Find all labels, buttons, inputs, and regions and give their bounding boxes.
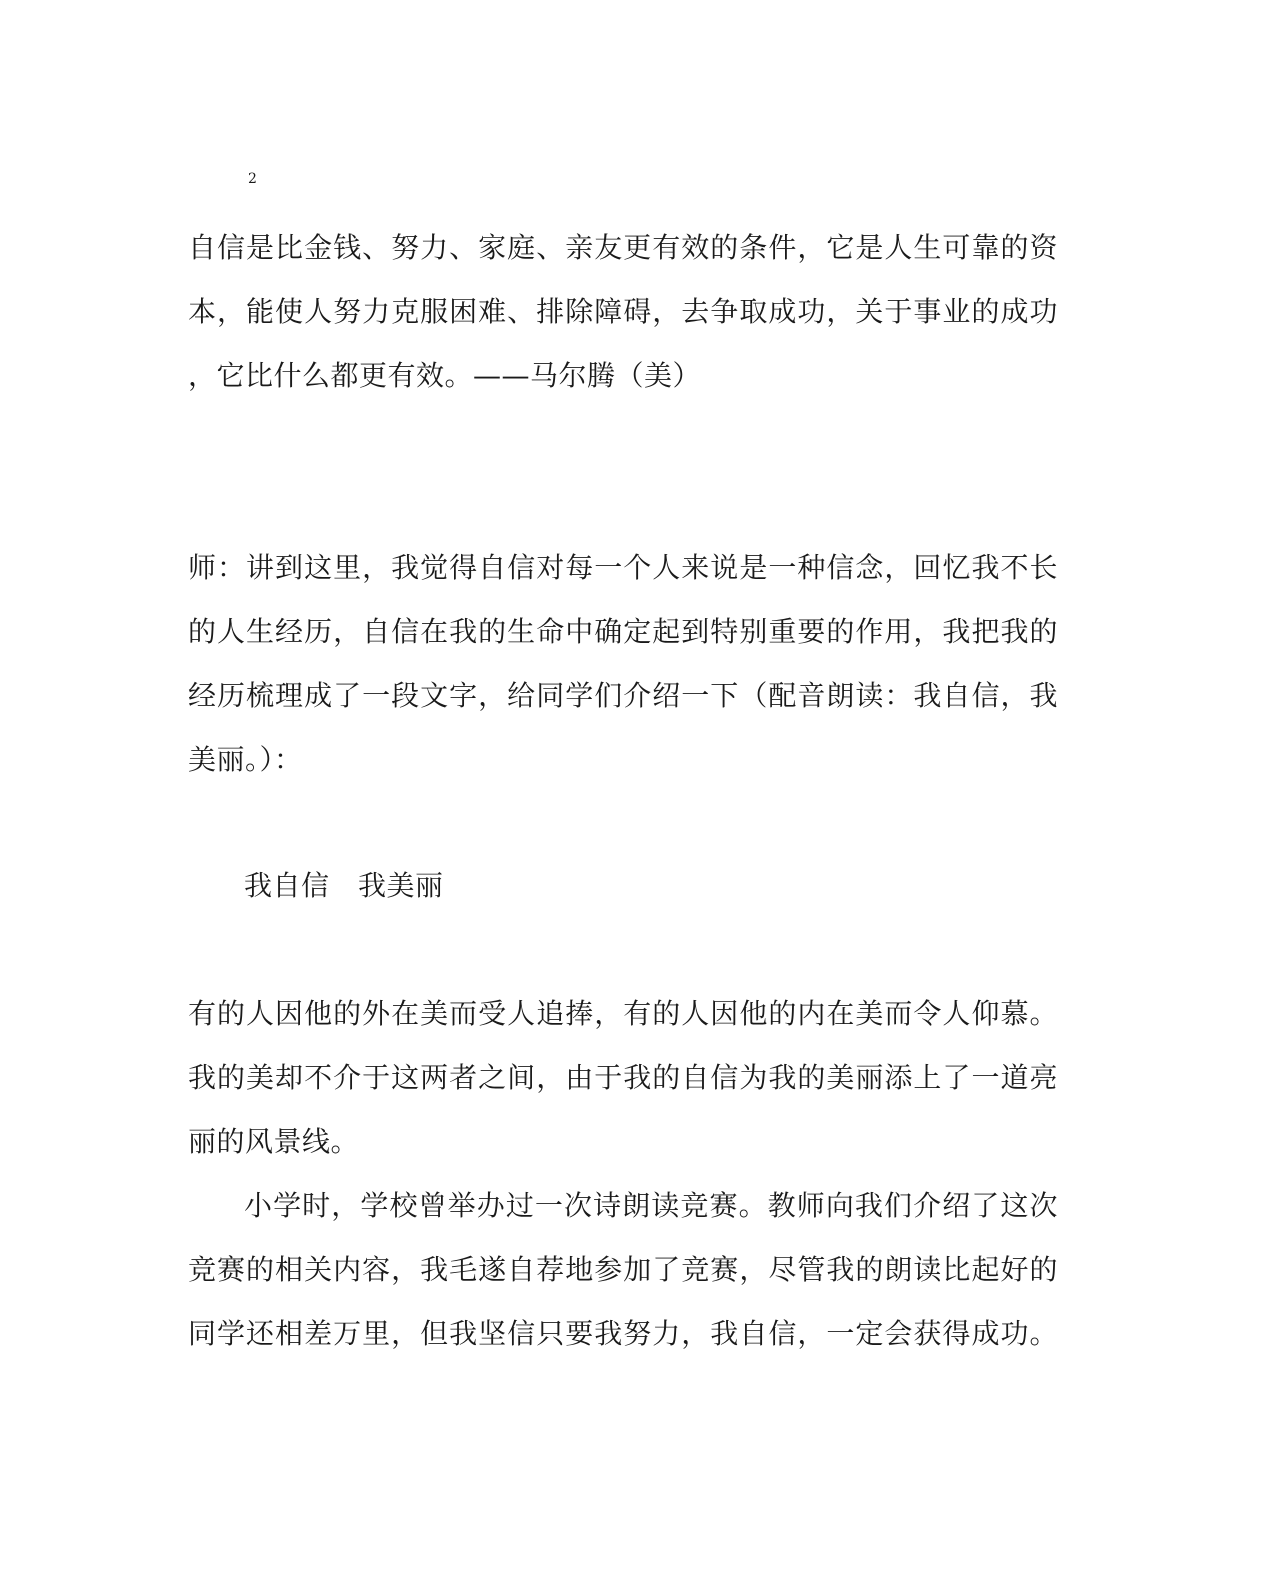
page-number: 2 bbox=[248, 171, 257, 187]
text-line: 我的美却不介于这两者之间，由于我的自信为我的美丽添上了一道亮 bbox=[188, 1061, 1058, 1094]
text-line: 经历梳理成了一段文字，给同学们介绍一下（配音朗读：我自信，我 bbox=[188, 679, 1058, 712]
text-line: 有的人因他的外在美而受人追捧，有的人因他的内在美而令人仰慕。 bbox=[188, 997, 1058, 1030]
text-line: 丽的风景线。 bbox=[188, 1125, 360, 1158]
text-line: 小学时，学校曾举办过一次诗朗读竞赛。教师向我们介绍了这次 bbox=[244, 1189, 1058, 1222]
text-line: 同学还相差万里，但我坚信只要我努力，我自信，一定会获得成功。 bbox=[188, 1317, 1058, 1350]
text-line: 美丽。）： bbox=[188, 743, 303, 776]
text-line: 师：讲到这里，我觉得自信对每一个人来说是一种信念，回忆我不长 bbox=[188, 551, 1058, 584]
text-line: 自信是比金钱、努力、家庭、亲友更有效的条件，它是人生可靠的资 bbox=[188, 231, 1058, 264]
text-line: 本，能使人努力克服困难、排除障碍，去争取成功，关于事业的成功 bbox=[188, 295, 1058, 328]
essay-title: 我自信 我美丽 bbox=[244, 869, 444, 902]
text-line: 竞赛的相关内容，我毛遂自荐地参加了竞赛，尽管我的朗读比起好的 bbox=[188, 1253, 1058, 1286]
text-line: ，它比什么都更有效。——马尔腾（美） bbox=[188, 359, 702, 392]
text-line: 的人生经历，自信在我的生命中确定起到特别重要的作用，我把我的 bbox=[188, 615, 1058, 648]
